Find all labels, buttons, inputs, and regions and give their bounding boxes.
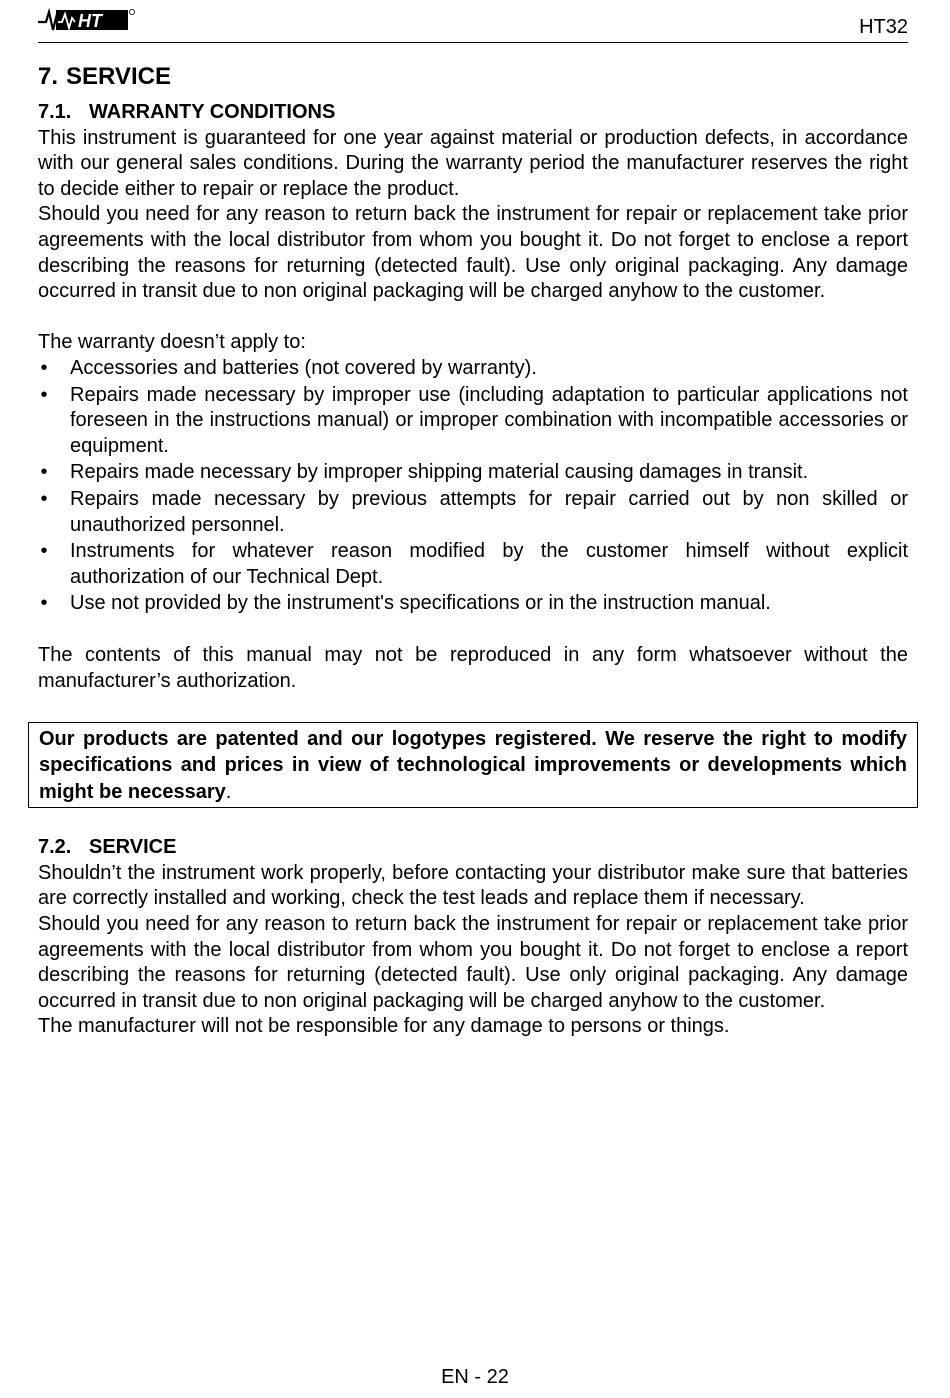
list-item-text: Instruments for whatever reason modified by the customer himself without explicit authorization of our Technical Dept. <box>70 540 908 588</box>
warranty-paragraph-1: This instrument is guaranteed for one year against material or production defects, in accordance with our general sales conditions. During the warranty period the manufacturer reserves the right to decide either to repair or replace the product. <box>38 126 908 200</box>
section-number: 7. <box>38 63 59 90</box>
list-item <box>38 591 908 617</box>
warranty-exclusions-list <box>38 356 908 617</box>
list-item-text: Repairs made necessary by previous attempts for repair carried out by non skilled or unauthorized personnel. <box>70 487 908 536</box>
patent-notice-end: . <box>225 780 232 803</box>
list-item <box>38 539 908 590</box>
list-item <box>38 383 908 460</box>
logo-text: HT <box>78 11 102 31</box>
page-number: EN - 22 <box>441 1366 509 1388</box>
warranty-exclusions-intro: The warranty doesn’t apply to: <box>38 331 306 354</box>
patent-notice-box <box>28 722 918 809</box>
model-name: HT32 <box>859 16 908 38</box>
page-header <box>38 8 908 43</box>
service-heading <box>38 835 908 861</box>
list-item-text: Accessories and batteries (not covered by warranty). <box>70 356 537 379</box>
bullet-icon: • <box>40 540 48 563</box>
warranty-title: WARRANTY CONDITIONS <box>89 101 336 123</box>
service-title: SERVICE <box>89 836 177 859</box>
section-heading <box>38 62 908 92</box>
page-content <box>38 62 908 1040</box>
warranty-number: 7.1. <box>38 101 72 123</box>
list-item-text: Repairs made necessary by improper shipping material causing damages in transit. <box>70 461 809 484</box>
list-item <box>38 460 908 486</box>
bullet-icon: • <box>40 383 48 406</box>
bullet-icon: • <box>40 592 48 615</box>
list-item-text: Use not provided by the instrument's specifications or in the instruction manual. <box>70 592 771 615</box>
service-paragraph-3: The manufacturer will not be responsible for any damage to persons or things. <box>38 1015 730 1038</box>
warranty-heading <box>38 100 908 126</box>
service-number: 7.2. <box>38 836 72 859</box>
section-title: SERVICE <box>66 63 171 90</box>
warranty-paragraph-2: Should you need for any reason to return back the instrument for repair or replacement take prior agreements with the local distributor from whom you bought it. Do not forget to enclose a report describing the reasons for returning (detected fault). Use only original packaging. Any damage occurred in transit due to non original packaging will be charged anyhow to the customer. <box>38 203 908 303</box>
service-paragraph-1: Shouldn’t the instrument work properly, before contacting your distributor make sure that batteries are correctly installed and working, check the test leads and replace them if necessary. <box>38 861 908 910</box>
list-item-text: Repairs made necessary by improper use (including adaptation to particular applications not foreseen in the instructions manual) or improper combination with incompatible accessories or equipment. <box>70 383 908 457</box>
ht-logo <box>38 8 138 34</box>
bullet-icon: • <box>40 487 48 510</box>
service-paragraph-2: Should you need for any reason to return back the instrument for repair or replacement take prior agreements with the local distributor from whom you bought it. Do not forget to enclose a report describing the reasons for returning (detected fault). Use only original packaging. Any damage occurred in transit due to non original packaging will be charged anyhow to the customer. <box>38 912 908 1012</box>
bullet-icon: • <box>40 461 48 484</box>
list-item <box>38 356 908 382</box>
patent-notice-text: Our products are patented and our logotypes registered. We reserve the right to modify specifications and prices in view of technological improvements or developments which might be necessary <box>39 727 907 803</box>
reproduction-notice: The contents of this manual may not be reproduced in any form whatsoever without the manufacturer’s authorization. <box>38 644 908 693</box>
bullet-icon: • <box>40 356 48 379</box>
list-item <box>38 487 908 538</box>
